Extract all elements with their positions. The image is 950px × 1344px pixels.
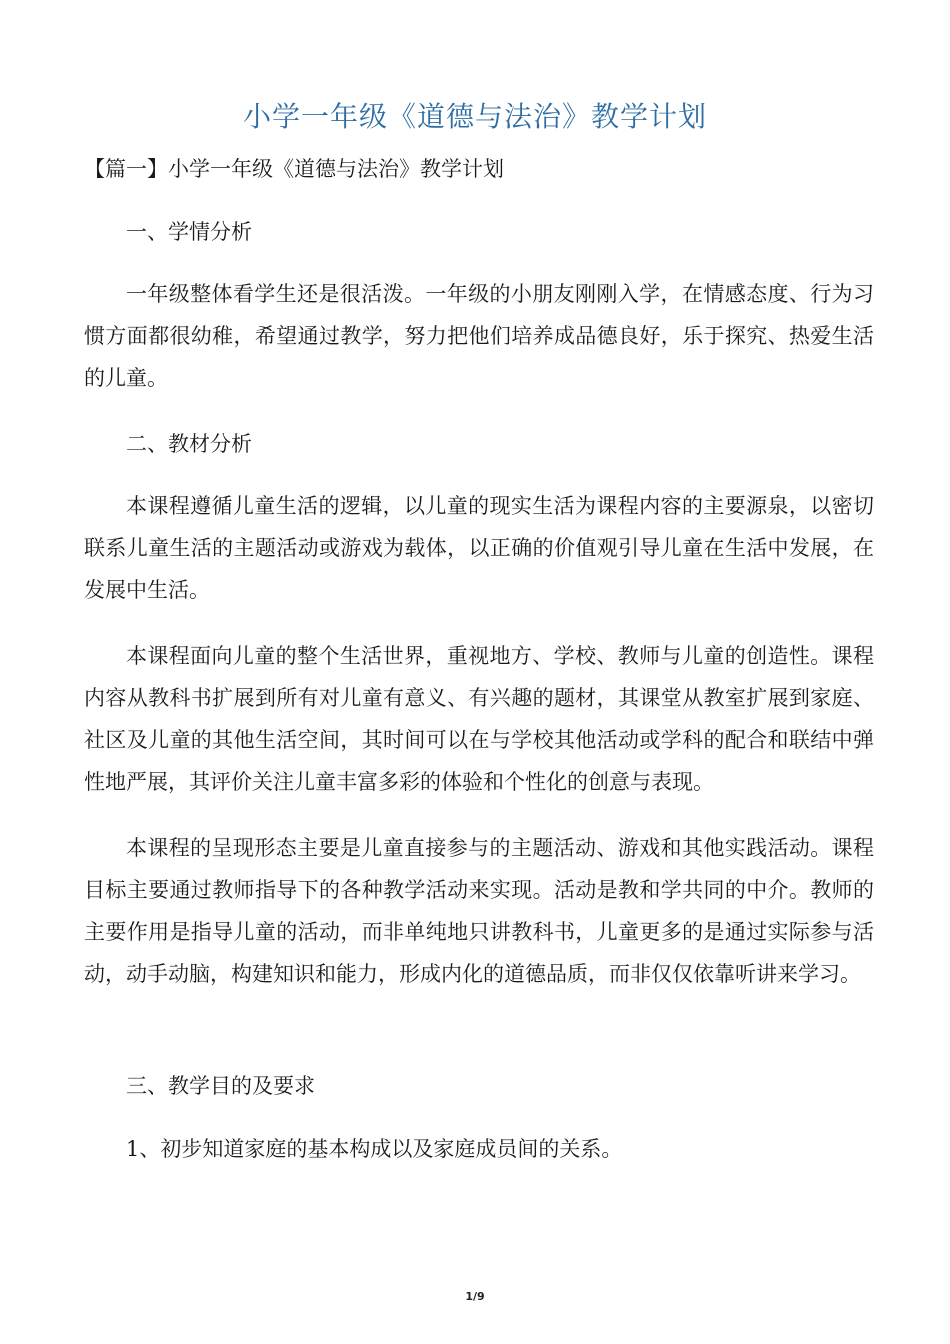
list-item-1: 1、初步知道家庭的基本构成以及家庭成员间的关系。 xyxy=(126,1137,623,1161)
section-heading-1: 一、学情分析 xyxy=(126,220,252,244)
page-number: 1/9 xyxy=(465,1290,485,1303)
document-subtitle: 【篇一】小学一年级《道德与法治》教学计划 xyxy=(84,157,504,181)
section-heading-3: 三、教学目的及要求 xyxy=(126,1074,315,1098)
paragraph-2: 本课程遵循儿童生活的逻辑，以儿童的现实生活为课程内容的主要源泉，以密切联系儿童生活的主题活动或游戏为载体，以正确的价值观引导儿童在生活中发展，在发展中生活。 xyxy=(84,494,874,602)
paragraph-3: 本课程面向儿童的整个生活世界，重视地方、学校、教师与儿童的创造性。课程内容从教科书扩展到所有对儿童有意义、有兴趣的题材，其课堂从教室扩展到家庭、社区及儿童的其他生活空间，其时间可以在与学校其他活动或学科的配合和联结中弹性地严展，其评价关注儿童丰富多彩的体验和个性化的创意与表现。 xyxy=(84,644,874,794)
paragraph-4: 本课程的呈现形态主要是儿童直接参与的主题活动、游戏和其他实践活动。课程目标主要通过教师指导下的各种教学活动来实现。活动是教和学共同的中介。教师的主要作用是指导儿童的活动，而非单纯地只讲教科书，儿童更多的是通过实际参与活动，动手动脑，构建知识和能力，形成内化的道德品质，而非仅仅依靠听讲来学习。 xyxy=(84,836,874,986)
section-heading-2: 二、教材分析 xyxy=(126,432,252,456)
paragraph-1: 一年级整体看学生还是很活泼。一年级的小朋友刚刚入学，在情感态度、行为习惯方面都很幼稚，希望通过教学，努力把他们培养成品德良好，乐于探究、热爱生活的儿童。 xyxy=(84,282,874,390)
document-title: 小学一年级《道德与法治》教学计划 xyxy=(242,100,707,133)
